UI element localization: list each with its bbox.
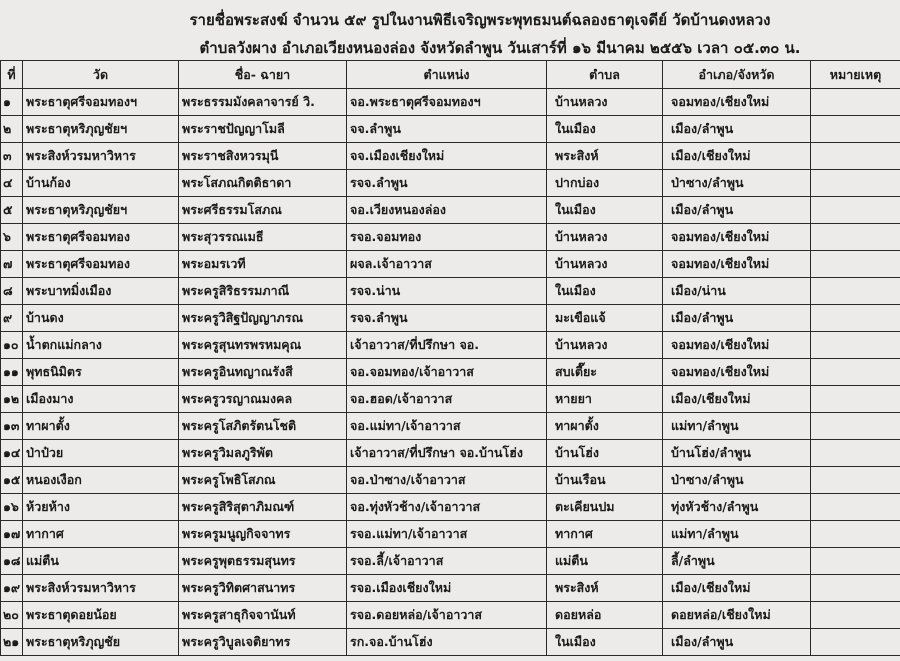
- header-no: ที่: [1, 61, 23, 89]
- cell-subdistrict: สบเตี๊ยะ: [547, 359, 663, 386]
- cell-name: พระราชสิงหวรมุนี: [179, 143, 347, 170]
- cell-no: ๖: [1, 224, 23, 251]
- cell-no: ๑๖: [1, 494, 23, 521]
- header-note: หมายเหตุ: [811, 61, 900, 89]
- cell-subdistrict: ในเมือง: [547, 278, 663, 305]
- cell-note: [811, 521, 900, 548]
- cell-temple: พระสิงห์วรมหาวิหาร: [23, 575, 179, 602]
- cell-name: พระโสภณกิตติธาดา: [179, 170, 347, 197]
- cell-name: พระครูโสภิตรัตนโชติ: [179, 413, 347, 440]
- cell-name: พระครูวิสิฐปัญญาภรณ: [179, 305, 347, 332]
- table-row: [1, 332, 900, 359]
- cell-district: ดอยหล่อ/เชียงใหม่: [663, 602, 811, 629]
- cell-position: จอ.แม่ทา/เจ้าอาวาส: [347, 413, 547, 440]
- cell-position: จจ.ลำพูน: [347, 116, 547, 143]
- cell-subdistrict: ทาผาตั้ง: [547, 413, 663, 440]
- table-row: [1, 494, 900, 521]
- cell-temple: ทาผาตั้ง: [23, 413, 179, 440]
- table-row: [1, 629, 900, 656]
- cell-subdistrict: บ้านหลวง: [547, 89, 663, 116]
- table-row: [1, 116, 900, 143]
- cell-no: ๑๗: [1, 521, 23, 548]
- cell-district: ป่าซาง/ลำพูน: [663, 170, 811, 197]
- cell-temple: พระธาตุศรีจอมทอง: [23, 224, 179, 251]
- cell-no: ๑๒: [1, 386, 23, 413]
- cell-note: [811, 116, 900, 143]
- cell-temple: ทากาศ: [23, 521, 179, 548]
- table-header-row: [1, 61, 900, 89]
- cell-district: เมือง/ลำพูน: [663, 116, 811, 143]
- cell-name: พระธรรมมังคลาจารย์ วิ.: [179, 89, 347, 116]
- cell-note: [811, 440, 900, 467]
- cell-position: จจ.เมืองเชียงใหม่: [347, 143, 547, 170]
- cell-name: พระครูวิบูลเจติยาทร: [179, 629, 347, 656]
- table-row: [1, 548, 900, 575]
- cell-district: เมือง/ลำพูน: [663, 305, 811, 332]
- cell-position: จอ.ทุ่งหัวช้าง/เจ้าอาวาส: [347, 494, 547, 521]
- cell-position: รจอ.เมืองเชียงใหม่: [347, 575, 547, 602]
- cell-temple: แม่ตืน: [23, 548, 179, 575]
- cell-district: เมือง/เชียงใหม่: [663, 575, 811, 602]
- cell-temple: พระบาทมิ่งเมือง: [23, 278, 179, 305]
- cell-subdistrict: ในเมือง: [547, 629, 663, 656]
- cell-district: ป่าซาง/ลำพูน: [663, 467, 811, 494]
- cell-district: เมือง/ลำพูน: [663, 629, 811, 656]
- cell-position: ผจล.เจ้าอาวาส: [347, 251, 547, 278]
- cell-subdistrict: บ้านหลวง: [547, 224, 663, 251]
- cell-no: ๘: [1, 278, 23, 305]
- cell-note: [811, 629, 900, 656]
- cell-note: [811, 386, 900, 413]
- cell-position: จอ.ป่าซาง/เจ้าอาวาส: [347, 467, 547, 494]
- cell-name: พระครูสาธุกิจจานันท์: [179, 602, 347, 629]
- cell-subdistrict: มะเขือแจ้: [547, 305, 663, 332]
- header-temple: วัด: [23, 61, 179, 89]
- cell-district: จอมทอง/เชียงใหม่: [663, 89, 811, 116]
- cell-note: [811, 575, 900, 602]
- cell-subdistrict: พระสิงห์: [547, 575, 663, 602]
- cell-temple: บ้านก้อง: [23, 170, 179, 197]
- cell-name: พระครูสุนทรพรหมคุณ: [179, 332, 347, 359]
- cell-position: รจอ.แม่ทา/เจ้าอาวาส: [347, 521, 547, 548]
- cell-subdistrict: ตะเคียนปม: [547, 494, 663, 521]
- cell-position: รจอ.ลี้/เจ้าอาวาส: [347, 548, 547, 575]
- cell-name: พระครูมนูญกิจจาทร: [179, 521, 347, 548]
- cell-subdistrict: บ้านหลวง: [547, 332, 663, 359]
- cell-name: พระศรีธรรมโสภณ: [179, 197, 347, 224]
- cell-position: รจอ.ดอยหล่อ/เจ้าอาวาส: [347, 602, 547, 629]
- cell-note: [811, 494, 900, 521]
- cell-subdistrict: หายยา: [547, 386, 663, 413]
- document-subtitle: ตำบลวังผาง อำเภอเวียงหนองล่อง จังหวัดลำพูน วันเสาร์ที่ ๑๖ มีนาคม ๒๕๕๖ เวลา ๐๕.๓๐ น.: [199, 39, 801, 57]
- cell-note: [811, 89, 900, 116]
- cell-name: พระครูวรญาณมงคล: [179, 386, 347, 413]
- cell-position: จอ.จอมทอง/เจ้าอาวาส: [347, 359, 547, 386]
- cell-no: ๑๔: [1, 440, 23, 467]
- cell-note: [811, 332, 900, 359]
- cell-name: พระสุวรรณเมธี: [179, 224, 347, 251]
- cell-position: รจอ.จอมทอง: [347, 224, 547, 251]
- header-name: ชื่อ- ฉายา: [179, 61, 347, 89]
- cell-district: เมือง/น่าน: [663, 278, 811, 305]
- cell-temple: พระธาตุศรีจอมทองฯ: [23, 89, 179, 116]
- cell-name: พระครูพุตธรรมสุนทร: [179, 548, 347, 575]
- cell-subdistrict: แม่ตืน: [547, 548, 663, 575]
- cell-note: [811, 143, 900, 170]
- cell-temple: บ้านดง: [23, 305, 179, 332]
- cell-no: ๑๓: [1, 413, 23, 440]
- cell-subdistrict: ปากบ่อง: [547, 170, 663, 197]
- cell-district: แม่ทา/ลำพูน: [663, 521, 811, 548]
- cell-temple: พุทธนิมิตร: [23, 359, 179, 386]
- cell-note: [811, 224, 900, 251]
- table-row: [1, 413, 900, 440]
- cell-temple: พระธาตุหริภุญชัยฯ: [23, 197, 179, 224]
- cell-subdistrict: บ้านหลวง: [547, 251, 663, 278]
- header-position: ตำแหน่ง: [347, 61, 547, 89]
- table-row: [1, 521, 900, 548]
- table-row: [1, 575, 900, 602]
- cell-temple: พระธาตุดอยน้อย: [23, 602, 179, 629]
- cell-position: เจ้าอาวาส/ที่ปรึกษา จอ.บ้านโฮ่ง: [347, 440, 547, 467]
- cell-temple: ป่าป๋วย: [23, 440, 179, 467]
- cell-district: เมือง/ลำพูน: [663, 197, 811, 224]
- cell-note: [811, 359, 900, 386]
- table-row: [1, 197, 900, 224]
- table-row: [1, 359, 900, 386]
- cell-no: ๒: [1, 116, 23, 143]
- cell-name: พระครูวิทิตศาสนาทร: [179, 575, 347, 602]
- table-row: [1, 386, 900, 413]
- cell-position: เจ้าอาวาส/ที่ปรึกษา จอ.: [347, 332, 547, 359]
- cell-district: เมือง/เชียงใหม่: [663, 386, 811, 413]
- cell-district: ลี้/ลำพูน: [663, 548, 811, 575]
- cell-temple: พระสิงห์วรมหาวิหาร: [23, 143, 179, 170]
- cell-note: [811, 278, 900, 305]
- cell-name: พระครูโพธิโสภณ: [179, 467, 347, 494]
- cell-no: ๑๐: [1, 332, 23, 359]
- cell-district: จอมทอง/เชียงใหม่: [663, 332, 811, 359]
- cell-no: ๕: [1, 197, 23, 224]
- cell-name: พระครูสิริธรรมภาณี: [179, 278, 347, 305]
- monk-list-table: [0, 60, 900, 656]
- cell-district: จอมทอง/เชียงใหม่: [663, 224, 811, 251]
- cell-temple: ห้วยห้าง: [23, 494, 179, 521]
- cell-subdistrict: ทากาศ: [547, 521, 663, 548]
- cell-subdistrict: ในเมือง: [547, 197, 663, 224]
- cell-position: รจจ.น่าน: [347, 278, 547, 305]
- table-row: [1, 467, 900, 494]
- cell-temple: หนองเงือก: [23, 467, 179, 494]
- table-row: [1, 278, 900, 305]
- cell-no: ๑: [1, 89, 23, 116]
- cell-note: [811, 197, 900, 224]
- cell-position: จอ.ฮอด/เจ้าอาวาส: [347, 386, 547, 413]
- cell-subdistrict: บ้านโฮ่ง: [547, 440, 663, 467]
- cell-district: จอมทอง/เชียงใหม่: [663, 251, 811, 278]
- cell-no: ๑๙: [1, 575, 23, 602]
- cell-no: ๑๘: [1, 548, 23, 575]
- cell-temple: พระธาตุศรีจอมทอง: [23, 251, 179, 278]
- cell-district: ทุ่งหัวช้าง/ลำพูน: [663, 494, 811, 521]
- cell-no: ๑๕: [1, 467, 23, 494]
- cell-note: [811, 413, 900, 440]
- cell-name: พระอมรเวที: [179, 251, 347, 278]
- cell-no: ๒๑: [1, 629, 23, 656]
- cell-name: พระครูวิมลภูริพัต: [179, 440, 347, 467]
- cell-no: ๔: [1, 170, 23, 197]
- cell-position: รจจ.ลำพูน: [347, 170, 547, 197]
- cell-temple: พระธาตุหริภุญชัยฯ: [23, 116, 179, 143]
- cell-no: ๑๑: [1, 359, 23, 386]
- cell-subdistrict: ดอยหล่อ: [547, 602, 663, 629]
- cell-district: จอมทอง/เชียงใหม่: [663, 359, 811, 386]
- cell-note: [811, 170, 900, 197]
- cell-position: รก.จอ.บ้านโฮ่ง: [347, 629, 547, 656]
- cell-note: [811, 251, 900, 278]
- cell-subdistrict: พระสิงห์: [547, 143, 663, 170]
- cell-district: บ้านโฮ่ง/ลำพูน: [663, 440, 811, 467]
- cell-note: [811, 305, 900, 332]
- table-row: [1, 440, 900, 467]
- cell-position: จอ.พระธาตุศรีจอมทองฯ: [347, 89, 547, 116]
- header-subdistrict: ตำบล: [547, 61, 663, 89]
- cell-note: [811, 467, 900, 494]
- cell-note: [811, 548, 900, 575]
- cell-position: รจจ.ลำพูน: [347, 305, 547, 332]
- cell-subdistrict: ในเมือง: [547, 116, 663, 143]
- table-row: [1, 143, 900, 170]
- cell-note: [811, 602, 900, 629]
- cell-name: พระครูอินทญาณรังสี: [179, 359, 347, 386]
- cell-no: ๗: [1, 251, 23, 278]
- header-district: อำเภอ/จังหวัด: [663, 61, 811, 89]
- cell-subdistrict: บ้านเรือน: [547, 467, 663, 494]
- table-row: [1, 224, 900, 251]
- cell-name: พระครูสิริสุตาภิมณฑ์: [179, 494, 347, 521]
- cell-district: แม่ทา/ลำพูน: [663, 413, 811, 440]
- cell-temple: เมืองมาง: [23, 386, 179, 413]
- table-row: [1, 170, 900, 197]
- table-row: [1, 89, 900, 116]
- cell-temple: พระธาตุหริภุญชัย: [23, 629, 179, 656]
- cell-no: ๙: [1, 305, 23, 332]
- table-row: [1, 251, 900, 278]
- cell-no: ๒๐: [1, 602, 23, 629]
- table-row: [1, 602, 900, 629]
- table-row: [1, 305, 900, 332]
- cell-district: เมือง/เชียงใหม่: [663, 143, 811, 170]
- cell-no: ๓: [1, 143, 23, 170]
- document-title: รายชื่อพระสงฆ์ จำนวน ๕๙ รูปในงานพิธีเจริญพระพุทธมนต์ฉลองธาตุเจดีย์ วัดบ้านดงหลวง: [189, 11, 771, 29]
- cell-name: พระราชปัญญาโมลี: [179, 116, 347, 143]
- cell-temple: น้ำตกแม่กลาง: [23, 332, 179, 359]
- cell-position: จอ.เวียงหนองล่อง: [347, 197, 547, 224]
